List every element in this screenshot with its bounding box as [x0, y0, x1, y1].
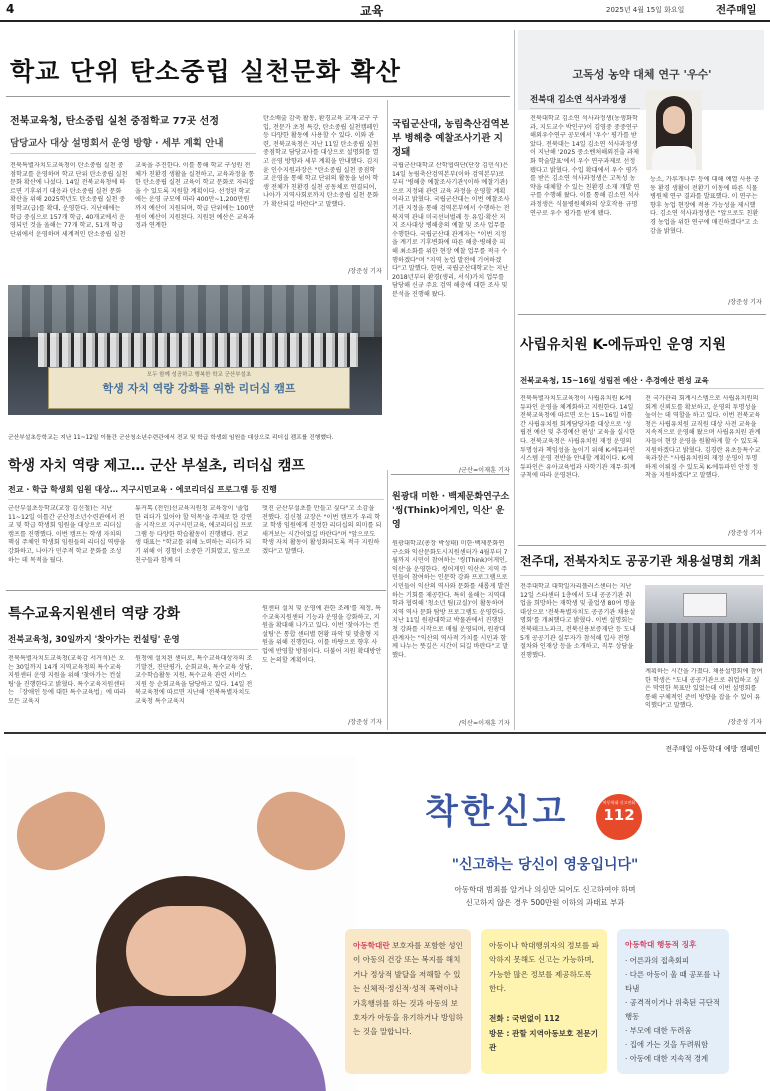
camp-banner	[48, 367, 350, 409]
sign-item: · 아동에 대한 지속적 경계	[625, 1054, 709, 1063]
page-number: 4	[6, 2, 15, 16]
sidebar-top-col2: 능소, 가루개나무 등에 대해 예열 사용 공동 환경 생활이 전환기 이동에 따른 식물 병원체 연구 결과를 발표했다. 이 연구는 향후 농업 현장에 적용 가능성을 제시했다. 김소연 석사과정생은 "앞으로도 친환경 농업을 위한 연구에 매진하겠다"고 소감을 밝혔다.	[650, 176, 760, 235]
group-of-students	[38, 333, 358, 367]
ad-campaign-label: 전주매일 아동학대 예방 캠페인	[665, 745, 760, 753]
jeonju-headline: 전주대, 전북자치도 공공기관 채용설명회 개최	[520, 554, 762, 568]
divider	[8, 649, 258, 650]
adult-hand-right	[245, 780, 356, 881]
ag-headline: 국립군산대, 농림축산검역본부 병해충 예찰조사기관 지정돼	[392, 119, 510, 158]
ad-112-badge	[596, 794, 642, 840]
box1-body: 보호자를 포함한 성인이 아동의 건강 또는 복지를 해치거나 정상적 발달을 저해할 수 있는 신체적·정신적·성적 폭력이나 가혹행위를 하는 것과 아동의 보호자가 아동을 유기하거나 방임하는 것을 말합니다.	[353, 941, 463, 1037]
column-rule	[387, 100, 388, 280]
special-col1: 전북특별자치도교육청(교육감 서거석)은 오는 30일까지 14개 지역교육청의 특수교육지원센터 운영 지원을 위해 '찾아가는 컨설팅'을 진행한다고 밝혔다. 특수교육지원센터는 「장애인 등에 대한 특수교육법」에 따라 모든 교육지	[8, 655, 126, 705]
building-windows	[8, 285, 382, 337]
divider	[6, 590, 386, 591]
box2-tel: 전화 : 국번없이 112	[489, 1014, 560, 1023]
wonkwang-body: 원광대학교(총장 박성태) 미한·백제문화연구소와 익산문화도시지원센터가 4월부터 7월까지 시민이 참여하는 '씽(Think)어게인, 익산'을 운영한다. 씽어게인 익산은 지역 주민들이 참여하는 인문학 강좌 프로그램으로 시민들이 익산의 역사와 문화를 새롭게 발견하는 기회를 제공한다. 특히 올해는 지역대학과 협력해 '청소년 팀(교실)'이 활동하며 지역 역사 문화 탐방 프로그램도 운영한다. 지난 11일 원광대학교 박물관에서 진행된 첫 강좌를 시작으로 매월 운영되며, 원광대 관계자는 "익산의 역사적 가치를 시민과 함께 나누는 뜻깊은 시간이 되길 바란다"고 말했다.	[392, 540, 510, 659]
divider	[518, 545, 766, 546]
divider	[10, 153, 256, 154]
sign-item: · 다른 아동이 울 때 공포를 나타냄	[625, 970, 720, 993]
special-byline: /장준성 기자	[348, 719, 382, 726]
sidebar-top-col1: 전북대학교 김소연 석사과정생(농생화학과, 지도교수 박인구)이 김영중 중중연구 해외우수연구 공모에서 '우수' 평가를 받았다. 전북대는 14일 김소연 석사과정생이 지난해 '2025 중소벤처해외진출 과제화 학술발표'에서 우수 연구과제로 선정됐다고 밝혔다. 수입 확대에서 우수 평가를 받은 김소연 석사과정생은 고독성 농약을 대체할 수 있는 친환경 소재 개발 연구를 수행해 왔다. 이를 통해 김소연 석사과정생은 식물병원체와의 상호작용 규명 연구로 우수 평가를 받게 됐다.	[530, 115, 640, 217]
camp-sub: 전교 · 학급 학생회 임원 대상… 지구시민교육 · 에코리더십 프로그램 등 진행	[8, 485, 277, 494]
box1-title: 아동학대란	[353, 941, 390, 950]
jeonju-col2: 계획하는 시간을 가졌다. 채용설명회에 참여한 학생은 "도내 공공기관으로 취업하고 싶은 막연한 목표만 있었는데 이번 설명회를 통해 구체적인 준비 방향을 잡을 수 있어 유익했다"고 말했다.	[645, 668, 763, 710]
kinder-sub: 전북교육청, 15~16일 성림전 예산 · 추경예산 편성 교육	[520, 376, 709, 385]
sidebar-top-byline: /장준성 기자	[728, 299, 762, 306]
special-sub: 전북교육청, 30일까지 '찾아가는 컨설팅' 운영	[8, 635, 180, 645]
section-name: 교육	[360, 4, 384, 18]
box3-title: 아동학대 행동적 징후	[625, 940, 697, 949]
ad-desc2: 신고하지 않은 경우 500만원 이하의 과태료 부과	[465, 898, 625, 907]
issue-date: 2025년 4월 15일 화요일	[606, 6, 685, 14]
ag-byline: /군산=이재훈 기자	[458, 467, 510, 474]
banner-subtitle: 모두 함께 성공하고 행복한 학교 군산부설초	[146, 372, 252, 378]
divider	[391, 474, 509, 475]
jeonju-col1: 전주대학교 대학일자리플러스센터는 지난 12일 스타센터 1층에서 도내 공공기관 취업을 희망하는 재학생 및 졸업생 80여 명을 대상으로 '전북특별자치도 공공기관 채용설명회'를 개최했다고 밝혔다. 이번 설명회는 전북테크노파크, 전북신용보증재단 등 도내 5개 공공기관 실무자가 참석해 입사 전형 절차와 인재상 등을 소개하고, 직무 상담을 진행했다.	[520, 583, 636, 659]
briefing-photo	[645, 585, 763, 663]
badge-number: 112	[603, 806, 635, 824]
special-col2: 원청에 설치된 센터로, 특수교육대상자의 조기발견, 진단평가, 순회교육, 특수교육 상담, 교수학습활동 지원, 특수교육 관련 서비스 지원 등 순회교육을 담당하고 있다. 14일 전북교육청에 따르면 지난해 '전북특별자치도교육청 특수교육지	[135, 655, 253, 705]
wonkwang-headline: 원광대 미한 · 백제문화연구소 '씽(Think)어게인, 익산' 운영	[392, 492, 510, 530]
camp-col1: 군산부설초등학교(교장 김신철)는 지난 11~12일 이틀간 군산청소년수련관에서 전교 및 학급 학생회 임원을 대상으로 리더십 캠프를 진행했다. 이번 캠프는 학생 자치의 핵심 주체인 학생회 임원들의 리더십 역량을 강화하고, 나아가 민주적 학교 문화를 조성하는 데 목적을 뒀다.	[8, 505, 126, 564]
photo1-caption: 군산부설초등학교는 지난 11~12일 이틀간 군산청소년수련관에서 전교 및 학급 학생회 임원을 대상으로 리더십 캠프를 진행했다.	[8, 435, 334, 441]
lead-sub2: 담당교사 대상 설명회서 운영 방향 · 세부 계획 안내	[10, 138, 224, 149]
box2-body: 아동이나 학대행위자의 정보를 파악하지 못해도 신고는 가능하며, 가능한 많은 정보를 제공하도록 한다.	[489, 941, 599, 994]
divider	[520, 575, 764, 576]
badge-caption: 아동학대 신고전화	[602, 800, 636, 805]
audience-rows	[645, 623, 763, 663]
projection-screen	[683, 593, 727, 617]
portrait-shirt	[652, 146, 696, 170]
sign-item: · 부모에 대한 두려움	[625, 1026, 692, 1035]
divider	[8, 499, 384, 500]
lead-col3: 탄소배출 감축 활동, 환경교육 교재·교구 구입, 전문가 초청 특강, 탄소중립 실천캠페인 등 다양한 활동에 사용할 수 있다. 이와 관련, 전북교육청은 지난 11일 탄소중립 실천 중점학교 담당교사를 대상으로 설명회를 열고 운영 방향과 세부 계획을 안내했다. 김지윤 인수지원과장은 "탄소중립 실천 중점학교 운영을 통해 학교 단위의 활동을 넘어 학생 전체가 친환경 실천 공동체로 연결되어, 나아가 지역사회로까지 탄소중립 실천 문화가 확산되길 바란다"고 말했다.	[263, 115, 379, 208]
lead-sub1: 전북교육청, 탄소중립 실천 중점학교 77곳 선정	[10, 116, 220, 127]
sign-item: · 공격적이거나 위축된 극단적 행동	[625, 998, 721, 1021]
kinder-byline: /장준성 기자	[728, 530, 762, 537]
divider	[530, 108, 640, 109]
ad-box-report	[481, 929, 607, 1074]
ad-divider	[4, 732, 766, 734]
column-rule	[514, 30, 515, 730]
box1-text	[353, 939, 465, 1040]
lead-headline: 학교 단위 탄소중립 실천문화 확산	[10, 57, 401, 86]
ad-desc1: 아동학대 범죄를 알거나 의심만 되어도 신고하여야 하며	[454, 885, 636, 894]
adult-hand-left	[6, 780, 117, 881]
kinder-col1: 전북특별자치도교육청이 사립유치원 K-에듀파인 운영을 체계화하고 지원한다. 14일 전북교육청에 따르면 오는 15~16일 이틀간 사립유치원 회계담당자를 대상으로 '성립전 예산 및 추경예산 편성' 교육을 실시한다. 전북교육청은 사립유치원 재정 운영의 투명성과 책임성을 높이기 위해 K-에듀파인 시스템 운영 전반을 안내할 계획이다. K-에듀파인은 유아교육법과 사학기관 재무·회계 규칙에 따라 운영된다.	[520, 395, 636, 480]
kinder-headline: 사립유치원 K-에듀파인 운영 지원	[520, 337, 726, 353]
wonkwang-byline: /익산=이재훈 기자	[458, 720, 510, 727]
ad-title: 착한신고	[425, 792, 569, 832]
ag-body: 국립군산대학교 산학협력단(단장 김민식)은 14일 농림축산검역본부(이하 검역본부)로부터 '병해충 예찰조사기관'(이하 예찰기관)으로 지정돼 관련 교육 과정을 운영할 계획이라고 밝혔다. 국립군산대는 이번 예찰조사기관 지정을 통해 검역본부에서 수행하는 전북지역 관내 미국선녀벌레 등 유입·확산 저지 조사대상 병해충의 예찰 및 조사 업무를 수행한다. 국립군산대 관계자는 "이번 지정을 계기로 기후변화에 따른 해충·병해충 피해 최소화를 위한 현장 예찰 업무를 적극 수행하겠다"며 "지역 농업 발전에 기여하겠다"고 말했다. 한편, 국립군산대학교는 지난 2018년부터 환경(생리, 서식)가치 업무를 담당해 신규 주요 검역 해충에 대한 조사 및 분석을 진행해 왔다.	[392, 162, 510, 298]
masthead	[0, 0, 770, 22]
portrait-photo	[646, 90, 702, 170]
box3-list	[625, 954, 725, 1066]
ad-box-signs	[617, 929, 729, 1074]
child-hands	[126, 906, 246, 996]
sidebar-top-headline: 고독성 농약 대체 연구 '우수'	[572, 68, 712, 81]
divider	[6, 96, 510, 97]
column-rule	[387, 470, 388, 730]
paper-name: 전주매일	[716, 4, 757, 16]
camp-headline: 학생 자치 역량 제고… 군산 부설초, 리더십 캠프	[8, 458, 305, 474]
ad-campaign	[0, 736, 770, 1091]
kinder-col2: 전 국가관리 회계시스템으로 사립유치원의 회계 신뢰도를 확보하고, 운영의 투명성을 높이는 데 역할을 하고 있다. 이번 전북교육청은 사립유치원 교직원 대상 사전 교육을 지속적으로 운영해 왔으며 사립유치원 관계자들이 현장 운영을 원활하게 할 수 있도록 지원하겠다고 밝혔다. 김경란 유초등특수교육과장은 "사립유치원의 재정 운영이 투명하게 이뤄질 수 있도록 K-에듀파인 안정 정착을 지원하겠다"고 말했다.	[645, 395, 761, 480]
special-headline: 특수교육지원센터 역량 강화	[8, 606, 181, 622]
divider	[518, 314, 766, 315]
sidebar-top-sub: 전북대 김소연 석사과정생	[530, 95, 627, 105]
divider	[520, 388, 764, 389]
child-body	[46, 1006, 326, 1091]
ad-child-photo	[6, 756, 356, 1091]
jeonju-byline: /장준성 기자	[728, 719, 762, 726]
lead-col1: 전북특별자치도교육청이 탄소중립 실천 중점학교를 운영하며 학교 단위 탄소중립 실천문화 확산에 나섰다. 14일 전북교육청에 따르면 기후위기 대응과 탄소중립 실천 문화 확산을 위해 2025학년도 탄소중립 실천 중점학교(급)를 확대, 운영한다. 지난해에는 학급 중심으로 157개 학급, 40개교에서 운영되던 것을 올해는 77개 학교, 51개 학급 단위에서 운영하며 세계적인 탄소중립 실천	[10, 162, 128, 238]
lead-byline: /장준성 기자	[348, 268, 382, 275]
camp-photo	[8, 285, 382, 415]
banner-title: 학생 자치 역량 강화를 위한 리더십 캠프	[102, 382, 296, 395]
camp-col2: 튜커톡 (전인)선교육지원청 교육장이 '졸업한 리더가 있어야 할 덕목'을 주제로 한 강연을 시작으로 지구시민교육, 에코리더십 프로그램 등 다양한 학습활동이 진행됐다. 전교생 대표는 "학교를 위해 노력하는 리더가 되기 위해 이 경험이 소중한 기회였고, 앞으로 친구들과 함께 더	[135, 505, 253, 564]
sign-item: · 집에 가는 것을 두려워함	[625, 1040, 709, 1049]
special-col3: 원센터 설치 및 운영에 관한 조례'를 제정, 특수교육지원센터 기능과 운영을 강화하고, 지원을 확대해 나가고 있다. 이번 '찾아가는 컨설팅'은 통합 센터별 현황 파악 및 맞춤형 지원을 위해 진행한다. 이를 바탕으로 향후 사업에 반영할 방침이다. 더불어 지원 확대방안도 논의할 계획이다.	[262, 605, 382, 664]
box2-visit: 방문 : 관할 지역아동보호 전문기관	[489, 1029, 598, 1053]
ad-box-definition	[345, 929, 471, 1074]
lead-col2: 교육을 추진한다. 이를 통해 학교 구성원 전체가 친환경 생활을 실천하고, 교육과정을 통한 탄소중립 실천 교육이 학교 문화로 자리잡을 수 있도록 지원할 계획이다. 선정된 학교에는 운영 규모에 따라 400만~1,200만원까지 예산이 지원되며, 학급 단위에는 100만원이 예산이 지원된다. 지원된 예산은 교육과정과 연계한	[135, 162, 255, 230]
sign-item: · 어른과의 접촉회피	[625, 956, 690, 965]
portrait-face	[663, 106, 685, 134]
camp-col3: 멋진 군산부설초를 만들고 싶다"고 소감을 전했다. 김신철 교장은 "이번 캠프가 우리 학교 학생 임원에게 진정한 리더십의 의미를 되새겨보는 시간이었길 바란다"며 "앞으로도 학생 자치 활동이 활성화되도록 적극 지원하겠다"고 말했다.	[262, 505, 382, 555]
ad-slogan: "신고하는 당신이 영웅입니다"	[451, 857, 639, 873]
